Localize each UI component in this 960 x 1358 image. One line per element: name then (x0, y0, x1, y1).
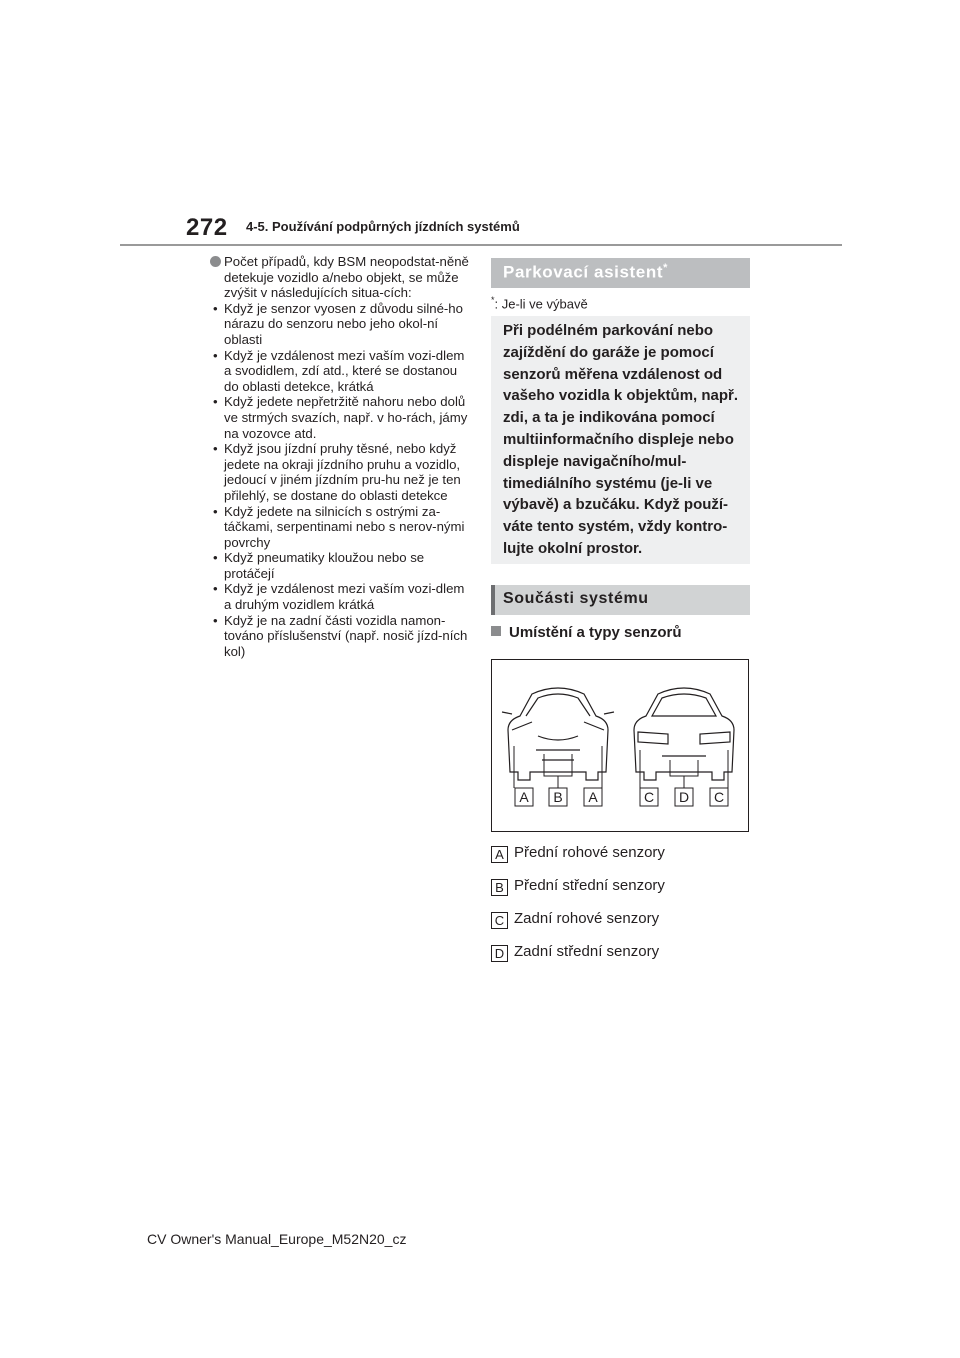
heading-text-wrap (503, 262, 668, 283)
front-sensor-lines (514, 746, 602, 788)
page-number: 272 (186, 214, 228, 241)
heading-text: Parkovací asistent (503, 262, 664, 282)
label-box-a-left (515, 788, 533, 806)
header-rule (120, 244, 842, 246)
car-sensor-diagram (492, 660, 748, 831)
intro-text: Počet případů, kdy BSM neopodstat-něně detekuje vozidlo a/nebo objekt, se může zvýšit v následujících situa-cích: (224, 254, 469, 301)
legend-text: Zadní střední senzory (514, 943, 660, 960)
heading-accent (491, 585, 495, 615)
label-box-c-right (710, 788, 728, 806)
bullet-paragraph (210, 254, 470, 301)
legend-text: Zadní rohové senzory (514, 910, 660, 927)
list-item: • Když je senzor vyosen z důvodu silné-ho nárazu do senzoru nebo jeho okol-ní oblasti (210, 301, 470, 348)
bullet-icon (210, 256, 221, 267)
legend-key: C (491, 912, 508, 929)
legend-key: A (491, 846, 508, 863)
section-title: 4-5. Používání podpůrných jízdních systémů (246, 219, 520, 234)
legend-item (491, 943, 659, 962)
square-bullet-icon (491, 626, 501, 636)
rear-car-icon (634, 688, 734, 780)
list-item: • Když je vzdálenost mezi vaším vozi-dlem a svodidlem, zdí atd., které se dostanou do oblasti detekce, krátká (210, 348, 470, 395)
legend-key: B (491, 879, 508, 896)
label-box-c-left (640, 788, 658, 806)
footnote (491, 295, 588, 311)
figure-label: A (519, 789, 529, 805)
label-box-d (675, 788, 693, 806)
parking-assist-heading (491, 258, 750, 288)
legend-item (491, 844, 665, 863)
figure-label: D (678, 789, 690, 805)
legend-text: Přední střední senzory (514, 877, 665, 894)
legend-item (491, 910, 659, 929)
label-box-b (549, 788, 567, 806)
list-item: • Když pneumatiky kloužou nebo se protáčejí (210, 550, 470, 581)
legend-text: Přední rohové senzory (514, 844, 665, 861)
summary-text: Při podélném parkování nebo zajíždění do garáže je pomocí senzorů měřena vzdálenost od vašeho vozidla k objektům, např. zdi, a ta je indikována pomocí multiinformačního displeje nebo displeje navigačního/mul-timediálního systému (je-li ve výbavě) a bzučáku. Když použí-váte tento systém, vždy kontro-lujte okolní prostor. (503, 322, 739, 557)
list-item: • Když je na zadní části vozidla namon-továno příslušenství (např. nosič jízd-ních kol) (210, 613, 470, 660)
label-box-a-right (584, 788, 602, 806)
heading-mark: * (663, 262, 668, 274)
list-item: • Když jedete na silnicích s ostrými za-táčkami, serpentinami nebo s nerov-nými povrchy (210, 504, 470, 551)
list-item: • Když jedete nepřetržitě nahoru nebo dolů ve strmých svazích, např. v ho-rách, jámy na vozovce atd. (210, 394, 470, 441)
legend-key: D (491, 945, 508, 962)
subsection-text: Umístění a typy senzorů (509, 624, 682, 641)
figure-label: A (588, 789, 598, 805)
footer-text: CV Owner's Manual_Europe_M52N20_cz (147, 1231, 407, 1247)
legend-item (491, 877, 665, 896)
list-item: • Když je vzdálenost mezi vaším vozi-dlem a druhým vozidlem krátká (210, 581, 470, 612)
front-car-icon (502, 688, 614, 780)
subsection-title (491, 624, 682, 641)
list-item: • Když jsou jízdní pruhy těsné, nebo když jedete na okraji jízdního pruhu a vozidlo, jedoucí v jiném jízdním pru-hu než je ten přilehlý, se dostane do oblasti detekce (210, 441, 470, 503)
figure-label: C (643, 789, 655, 805)
footnote-text: : Je-li ve výbavě (494, 296, 588, 312)
sensor-figure (491, 659, 749, 832)
figure-label: B (553, 789, 563, 805)
summary-box (491, 316, 750, 564)
heading2-text: Součásti systému (503, 590, 649, 607)
left-column (210, 254, 470, 659)
footnote-mark: * (491, 295, 495, 305)
figure-label: C (713, 789, 725, 805)
system-components-heading (491, 585, 750, 615)
situation-list (210, 301, 470, 660)
